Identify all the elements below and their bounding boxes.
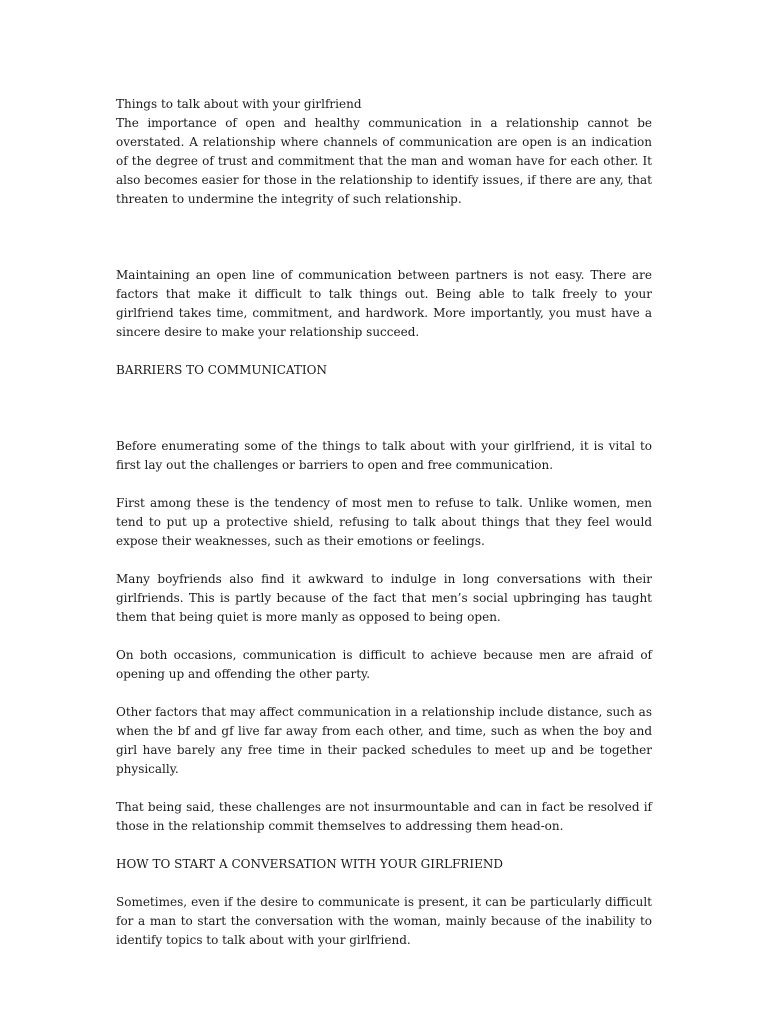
sometimes-paragraph: Sometimes, even if the desire to communicate is present, it can be particularly difficult for a man to start the conversation with the woman, mainly because of the inability to identify topics to talk about with your girlfriend. [116, 895, 652, 947]
barriers-heading: BARRIERS TO COMMUNICATION [116, 363, 328, 377]
both-paragraph: On both occasions, communication is difficult to achieve because men are afraid of opening up and offending the other party. [116, 648, 652, 681]
other-paragraph: Other factors that may affect communication in a relationship include distance, such as when the bf and gf live far away from each other, and time, such as when the boy and girl have barely any free time in their packed schedules to meet up and be together physically. [116, 705, 652, 776]
open-line-paragraph: Maintaining an open line of communication between partners is not easy. There are factors that make it difficult to talk things out. Being able to talk freely to your girlfriend takes time, commitment, and hardwork. More importantly, you must have a sincere desire to make your relationship succeed. [116, 268, 652, 339]
many-paragraph: Many boyfriends also find it awkward to indulge in long conversations with their girlfriends. This is partly because of the fact that men’s social upbringing has taught them that being quiet is more manly as opposed to being open. [116, 572, 652, 624]
spacer [116, 209, 652, 266]
spacer [116, 551, 652, 570]
document-title: Things to talk about with your girlfriend [116, 97, 362, 111]
intro-paragraph: The importance of open and healthy communication in a relationship cannot be overstated. A relationship where channels of communication are open is an indication of the degree of trust and commitment that the man and woman have for each other. It also becomes easier for those in the relationship to identify issues, if there are any, that threaten to undermine the integrity of such relationship. [116, 116, 652, 206]
spacer [116, 475, 652, 494]
spacer [116, 684, 652, 703]
that-paragraph: That being said, these challenges are not insurmountable and can in fact be resolved if those in the relationship commit themselves to addressing them head-on. [116, 800, 652, 833]
spacer [116, 627, 652, 646]
spacer [116, 836, 652, 855]
spacer [116, 874, 652, 893]
document-page [116, 95, 652, 950]
spacer [116, 380, 652, 437]
first-paragraph: First among these is the tendency of most men to refuse to talk. Unlike women, men tend to put up a protective shield, refusing to talk about things that they feel would expose their weaknesses, such as their emotions or feelings. [116, 496, 652, 548]
spacer [116, 779, 652, 798]
how-heading: HOW TO START A CONVERSATION WITH YOUR GIRLFRIEND [116, 857, 503, 871]
before-paragraph: Before enumerating some of the things to talk about with your girlfriend, it is vital to first lay out the challenges or barriers to open and free communication. [116, 439, 652, 472]
spacer [116, 342, 652, 361]
